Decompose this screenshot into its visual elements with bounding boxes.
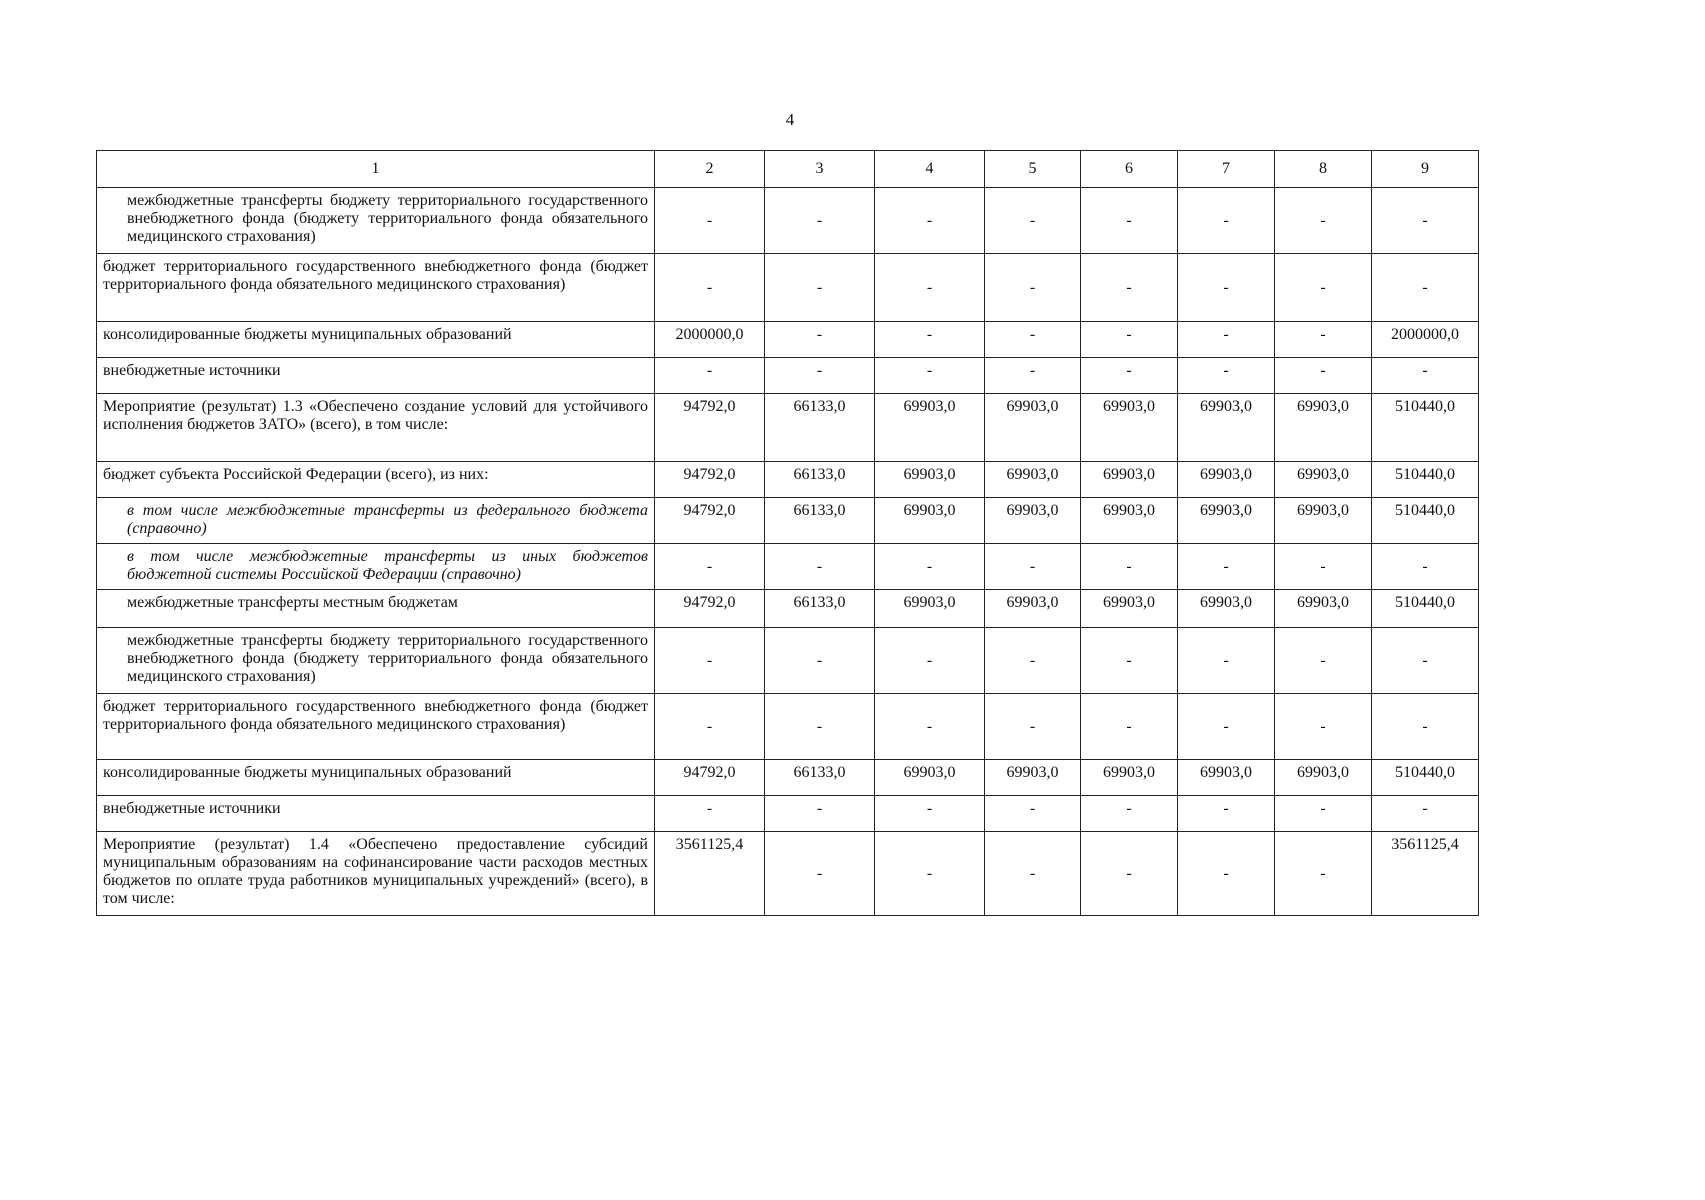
value-cell: 69903,0 — [1178, 462, 1275, 498]
column-header: 7 — [1178, 151, 1275, 188]
value-cell: - — [765, 832, 875, 916]
value-cell: - — [1178, 832, 1275, 916]
value-cell: - — [655, 254, 765, 322]
value-cell: - — [1275, 694, 1372, 760]
value-cell: 3561125,4 — [655, 832, 765, 916]
value-cell: 66133,0 — [765, 498, 875, 544]
value-cell: - — [1081, 628, 1178, 694]
value-cell: 69903,0 — [1178, 590, 1275, 628]
table-row — [97, 358, 1479, 394]
column-header: 8 — [1275, 151, 1372, 188]
value-cell: - — [1081, 254, 1178, 322]
value-cell: 94792,0 — [655, 760, 765, 796]
value-cell: - — [985, 628, 1081, 694]
value-cell: 69903,0 — [1178, 394, 1275, 462]
column-header: 5 — [985, 151, 1081, 188]
column-header: 9 — [1372, 151, 1479, 188]
value-cell: - — [655, 796, 765, 832]
value-cell: 69903,0 — [985, 394, 1081, 462]
table-row — [97, 544, 1479, 590]
value-cell: - — [1178, 628, 1275, 694]
value-cell: - — [1178, 322, 1275, 358]
table-row — [97, 394, 1479, 462]
value-cell: 66133,0 — [765, 760, 875, 796]
value-cell: - — [655, 358, 765, 394]
table-row — [97, 462, 1479, 498]
column-header: 4 — [875, 151, 985, 188]
value-cell: 69903,0 — [1081, 498, 1178, 544]
value-cell: - — [655, 694, 765, 760]
row-label: межбюджетные трансферты бюджету территориального государственного внебюджетного фонда (бюджету территориального фонда обязательного медицинского страхования) — [97, 628, 655, 694]
value-cell: - — [985, 796, 1081, 832]
value-cell: 66133,0 — [765, 462, 875, 498]
value-cell: 69903,0 — [1275, 590, 1372, 628]
row-label: бюджет территориального государственного внебюджетного фонда (бюджет территориального фонда обязательного медицинского страхования) — [97, 254, 655, 322]
value-cell: 2000000,0 — [655, 322, 765, 358]
value-cell: - — [765, 796, 875, 832]
value-cell: 94792,0 — [655, 394, 765, 462]
table-row — [97, 322, 1479, 358]
value-cell: - — [985, 544, 1081, 590]
row-label: бюджет территориального государственного внебюджетного фонда (бюджет территориального фонда обязательного медицинского страхования) — [97, 694, 655, 760]
value-cell: 510440,0 — [1372, 498, 1479, 544]
value-cell: - — [1275, 544, 1372, 590]
table-row — [97, 498, 1479, 544]
value-cell: - — [875, 322, 985, 358]
value-cell: - — [1372, 628, 1479, 694]
value-cell: - — [765, 694, 875, 760]
row-label: межбюджетные трансферты местным бюджетам — [97, 590, 655, 628]
value-cell: 94792,0 — [655, 590, 765, 628]
value-cell: - — [1275, 628, 1372, 694]
value-cell: - — [1081, 544, 1178, 590]
value-cell: - — [1372, 358, 1479, 394]
value-cell: - — [875, 832, 985, 916]
value-cell: 69903,0 — [1081, 760, 1178, 796]
value-cell: 69903,0 — [985, 590, 1081, 628]
row-label: в том числе межбюджетные трансферты из иных бюджетов бюджетной системы Российской Федерации (справочно) — [97, 544, 655, 590]
value-cell: 69903,0 — [875, 498, 985, 544]
value-cell: - — [765, 322, 875, 358]
budget-table — [96, 150, 1479, 916]
value-cell: 69903,0 — [985, 462, 1081, 498]
value-cell: - — [985, 188, 1081, 254]
value-cell: 2000000,0 — [1372, 322, 1479, 358]
value-cell: - — [875, 694, 985, 760]
table-row — [97, 254, 1479, 322]
value-cell: - — [985, 832, 1081, 916]
value-cell: - — [1081, 322, 1178, 358]
table-row — [97, 590, 1479, 628]
value-cell: 69903,0 — [1178, 760, 1275, 796]
value-cell: 69903,0 — [875, 590, 985, 628]
value-cell: 510440,0 — [1372, 462, 1479, 498]
row-label: внебюджетные источники — [97, 796, 655, 832]
value-cell: 69903,0 — [1275, 760, 1372, 796]
page-number: 4 — [785, 110, 795, 129]
value-cell: - — [875, 358, 985, 394]
table-row — [97, 628, 1479, 694]
value-cell: 69903,0 — [1178, 498, 1275, 544]
value-cell: - — [1372, 254, 1479, 322]
column-header: 3 — [765, 151, 875, 188]
value-cell: 66133,0 — [765, 394, 875, 462]
value-cell: - — [655, 188, 765, 254]
value-cell: - — [1081, 188, 1178, 254]
value-cell: - — [1178, 796, 1275, 832]
table-row — [97, 760, 1479, 796]
value-cell: 510440,0 — [1372, 760, 1479, 796]
value-cell: 510440,0 — [1372, 394, 1479, 462]
value-cell: 69903,0 — [985, 498, 1081, 544]
value-cell: - — [1372, 796, 1479, 832]
value-cell: - — [1372, 694, 1479, 760]
row-label: внебюджетные источники — [97, 358, 655, 394]
table-row — [97, 694, 1479, 760]
value-cell: 69903,0 — [1275, 462, 1372, 498]
value-cell: - — [1081, 796, 1178, 832]
value-cell: - — [765, 544, 875, 590]
value-cell: - — [1275, 358, 1372, 394]
column-header: 2 — [655, 151, 765, 188]
value-cell: - — [765, 254, 875, 322]
value-cell: - — [655, 628, 765, 694]
row-label: бюджет субъекта Российской Федерации (всего), из них: — [97, 462, 655, 498]
value-cell: 94792,0 — [655, 462, 765, 498]
value-cell: 69903,0 — [1275, 394, 1372, 462]
row-label: консолидированные бюджеты муниципальных образований — [97, 322, 655, 358]
value-cell: - — [875, 544, 985, 590]
value-cell: 69903,0 — [985, 760, 1081, 796]
value-cell: - — [875, 254, 985, 322]
value-cell: - — [1275, 254, 1372, 322]
value-cell: 94792,0 — [655, 498, 765, 544]
row-label: в том числе межбюджетные трансферты из федерального бюджета (справочно) — [97, 498, 655, 544]
value-cell: - — [1275, 322, 1372, 358]
value-cell: - — [1178, 254, 1275, 322]
column-header: 6 — [1081, 151, 1178, 188]
value-cell: 69903,0 — [1081, 462, 1178, 498]
value-cell: - — [1275, 188, 1372, 254]
value-cell: - — [765, 358, 875, 394]
value-cell: 510440,0 — [1372, 590, 1479, 628]
value-cell: - — [765, 188, 875, 254]
row-label: Мероприятие (результат) 1.3 «Обеспечено создание условий для устойчивого исполнения бюджетов ЗАТО» (всего), в том числе: — [97, 394, 655, 462]
value-cell: - — [765, 628, 875, 694]
value-cell: - — [985, 358, 1081, 394]
value-cell: - — [875, 628, 985, 694]
row-label: межбюджетные трансферты бюджету территориального государственного внебюджетного фонда (бюджету территориального фонда обязательного медицинского страхования) — [97, 188, 655, 254]
value-cell: 69903,0 — [875, 760, 985, 796]
value-cell: 69903,0 — [1081, 590, 1178, 628]
row-label: Мероприятие (результат) 1.4 «Обеспечено предоставление субсидий муниципальным образованиям на софинансирование части расходов местных бюджетов по оплате труда работников муниципальных учреждений» (всего), в том числе: — [97, 832, 655, 916]
value-cell: - — [875, 796, 985, 832]
value-cell: 66133,0 — [765, 590, 875, 628]
value-cell: 69903,0 — [875, 462, 985, 498]
value-cell: - — [1372, 188, 1479, 254]
table-row — [97, 796, 1479, 832]
value-cell: - — [1178, 358, 1275, 394]
row-label: консолидированные бюджеты муниципальных образований — [97, 760, 655, 796]
value-cell: - — [1081, 358, 1178, 394]
value-cell: 69903,0 — [1275, 498, 1372, 544]
value-cell: 69903,0 — [1081, 394, 1178, 462]
value-cell: - — [985, 254, 1081, 322]
value-cell: - — [1372, 544, 1479, 590]
value-cell: - — [1275, 796, 1372, 832]
table-row — [97, 832, 1479, 916]
value-cell: 69903,0 — [875, 394, 985, 462]
value-cell: - — [1178, 694, 1275, 760]
value-cell: - — [875, 188, 985, 254]
table-row — [97, 188, 1479, 254]
value-cell: - — [1275, 832, 1372, 916]
value-cell: - — [985, 694, 1081, 760]
value-cell: - — [1081, 832, 1178, 916]
column-header: 1 — [97, 151, 655, 188]
value-cell: - — [1178, 544, 1275, 590]
value-cell: - — [1081, 694, 1178, 760]
header-row — [97, 151, 1479, 188]
value-cell: - — [1178, 188, 1275, 254]
value-cell: - — [985, 322, 1081, 358]
value-cell: - — [655, 544, 765, 590]
value-cell: 3561125,4 — [1372, 832, 1479, 916]
